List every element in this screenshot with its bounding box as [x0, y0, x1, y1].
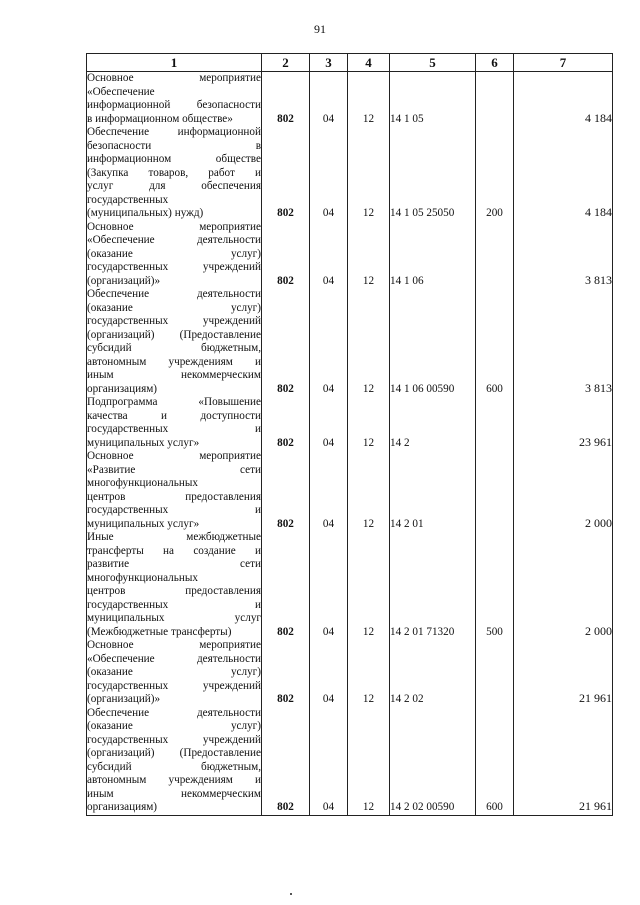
table-row — [87, 450, 613, 531]
expense-type-code: 600 — [476, 288, 514, 396]
description-line: государственных учреждений — [87, 733, 261, 746]
ministry-code: 802 — [262, 72, 310, 127]
ministry-code: 802 — [262, 396, 310, 450]
col-header-5: 5 — [390, 54, 476, 72]
subsection-code: 12 — [348, 288, 390, 396]
description-line: государственных — [87, 193, 169, 206]
expense-type-code — [476, 221, 514, 289]
description-line: (организаций) (Предоставление — [87, 747, 261, 759]
description-line: многофункциональных — [87, 477, 198, 489]
target-article-code: 14 2 01 71320 — [390, 531, 476, 639]
description-line: (оказание услуг) — [87, 247, 261, 260]
subsection-code: 12 — [348, 639, 390, 707]
subsection-code: 12 — [348, 396, 390, 450]
description-line: (Закупка товаров, работ и — [87, 166, 261, 179]
description-line: (муниципальных) нужд) — [87, 207, 204, 219]
description-line: информационном обществе — [87, 153, 261, 165]
table-row — [87, 288, 613, 396]
description-line: Обеспечение информационной — [87, 126, 261, 138]
description-line: центров предоставления — [87, 490, 261, 503]
description-line: Основное мероприятие — [87, 72, 261, 84]
expense-type-code — [476, 396, 514, 450]
description-line: муниципальных услуг» — [87, 436, 200, 449]
amount-value: 21 961 — [579, 691, 612, 705]
amount — [514, 72, 613, 127]
amount-value: 23 961 — [579, 434, 612, 449]
header-row — [87, 54, 613, 72]
description-line: (оказание услуг) — [87, 301, 261, 314]
page-number: 91 — [314, 22, 326, 36]
section-code: 04 — [310, 707, 348, 816]
subsection-code: 12 — [348, 707, 390, 816]
description-line: государственных и — [87, 504, 261, 516]
subsection-code: 12 — [348, 221, 390, 289]
table-row — [87, 126, 613, 221]
description-line: организациям) — [87, 801, 158, 813]
description-line: муниципальных услуг — [87, 612, 261, 624]
section-code: 04 — [310, 72, 348, 127]
description-line: иным некоммерческим — [87, 787, 261, 800]
table-row — [87, 639, 613, 707]
target-article-code: 14 1 06 — [390, 221, 476, 289]
amount — [514, 288, 613, 396]
description-line: автономным учреждениям и — [87, 774, 261, 786]
description-line: государственных и — [87, 423, 261, 435]
description-line: иным некоммерческим — [87, 369, 261, 381]
description-line: субсидий бюджетным, — [87, 342, 261, 354]
description-line: государственных учреждений — [87, 315, 261, 327]
description-line: в информационном обществе» — [87, 112, 233, 125]
table-row — [87, 72, 613, 127]
description-line: услуг для обеспечения — [87, 180, 261, 192]
scan-speck — [290, 893, 292, 895]
ministry-code: 802 — [262, 707, 310, 816]
target-article-code: 14 2 — [390, 396, 476, 450]
subsection-code: 12 — [348, 450, 390, 531]
amount-value: 2 000 — [585, 515, 612, 530]
section-code: 04 — [310, 531, 348, 639]
table-row — [87, 396, 613, 450]
subsection-code: 12 — [348, 72, 390, 127]
section-code: 04 — [310, 639, 348, 707]
table-row — [87, 531, 613, 639]
ministry-code: 802 — [262, 531, 310, 639]
section-code: 04 — [310, 221, 348, 289]
description-line: (Межбюджетные трансферты) — [87, 625, 232, 638]
expense-type-code — [476, 639, 514, 707]
description-line: Подпрограмма «Повышение — [87, 396, 261, 408]
col-header-7: 7 — [514, 54, 613, 72]
amount — [514, 396, 613, 450]
amount — [514, 639, 613, 707]
description-line: Обеспечение деятельности — [87, 288, 261, 300]
target-article-code: 14 2 01 — [390, 450, 476, 531]
amount — [514, 450, 613, 531]
amount — [514, 707, 613, 816]
description-line: организациям) — [87, 382, 158, 395]
amount — [514, 126, 613, 221]
ministry-code: 802 — [262, 126, 310, 221]
target-article-code: 14 1 05 — [390, 72, 476, 127]
section-code: 04 — [310, 288, 348, 396]
row-description — [87, 531, 262, 639]
description-line: «Обеспечение деятельности — [87, 234, 261, 246]
description-line: субсидий бюджетным, — [87, 760, 261, 773]
description-line: Иные межбюджетные — [87, 531, 261, 543]
subsection-code: 12 — [348, 531, 390, 639]
expense-type-code — [476, 450, 514, 531]
amount-value: 4 184 — [585, 110, 612, 125]
ministry-code: 802 — [262, 639, 310, 707]
amount-value: 21 961 — [579, 799, 612, 813]
expense-type-code: 200 — [476, 126, 514, 221]
table-row — [87, 707, 613, 816]
row-description — [87, 72, 262, 127]
section-code: 04 — [310, 396, 348, 450]
table-row — [87, 221, 613, 289]
description-line: (организаций) (Предоставление — [87, 328, 261, 341]
description-line: (организаций)» — [87, 693, 161, 705]
description-line: (оказание услуг) — [87, 720, 261, 732]
row-description — [87, 288, 262, 396]
amount-value: 3 813 — [585, 380, 612, 395]
description-line: (организаций)» — [87, 274, 161, 287]
expense-type-code: 500 — [476, 531, 514, 639]
description-line: Основное мероприятие — [87, 639, 261, 651]
amount-value: 2 000 — [585, 623, 612, 638]
description-line: «Развитие сети — [87, 463, 261, 476]
col-header-6: 6 — [476, 54, 514, 72]
amount-value: 3 813 — [585, 272, 612, 287]
description-line: качества и доступности — [87, 409, 261, 422]
col-header-4: 4 — [348, 54, 390, 72]
amount-value: 4 184 — [585, 205, 612, 219]
col-header-1: 1 — [87, 54, 262, 72]
description-line: государственных учреждений — [87, 261, 261, 273]
row-description — [87, 126, 262, 221]
ministry-code: 802 — [262, 288, 310, 396]
description-line: «Обеспечение — [87, 85, 155, 98]
description-line: Основное мероприятие — [87, 220, 261, 233]
section-code: 04 — [310, 126, 348, 221]
amount — [514, 531, 613, 639]
amount — [514, 221, 613, 289]
target-article-code: 14 1 06 00590 — [390, 288, 476, 396]
target-article-code: 14 2 02 — [390, 639, 476, 707]
description-line: развитие сети — [87, 558, 261, 570]
target-article-code: 14 1 05 25050 — [390, 126, 476, 221]
description-line: трансферты на создание и — [87, 544, 261, 557]
description-line: Основное мероприятие — [87, 450, 261, 462]
ministry-code: 802 — [262, 221, 310, 289]
description-line: автономным учреждениям и — [87, 355, 261, 368]
description-line: государственных и — [87, 598, 261, 611]
description-line: государственных учреждений — [87, 679, 261, 692]
subsection-code: 12 — [348, 126, 390, 221]
table-body — [87, 72, 613, 816]
row-description — [87, 639, 262, 707]
ministry-code: 802 — [262, 450, 310, 531]
description-line: многофункциональных — [87, 571, 198, 584]
budget-table — [86, 53, 613, 816]
row-description — [87, 396, 262, 450]
row-description — [87, 707, 262, 816]
description-line: муниципальных услуг» — [87, 517, 200, 530]
target-article-code: 14 2 02 00590 — [390, 707, 476, 816]
expense-type-code: 600 — [476, 707, 514, 816]
row-description — [87, 221, 262, 289]
description-line: информационной безопасности — [87, 99, 261, 111]
col-header-2: 2 — [262, 54, 310, 72]
description-line: безопасности в — [87, 139, 261, 152]
description-line: центров предоставления — [87, 585, 261, 597]
description-line: «Обеспечение деятельности — [87, 652, 261, 665]
description-line: (оказание услуг) — [87, 666, 261, 678]
expense-type-code — [476, 72, 514, 127]
section-code: 04 — [310, 450, 348, 531]
description-line: Обеспечение деятельности — [87, 706, 261, 719]
col-header-3: 3 — [310, 54, 348, 72]
row-description — [87, 450, 262, 531]
